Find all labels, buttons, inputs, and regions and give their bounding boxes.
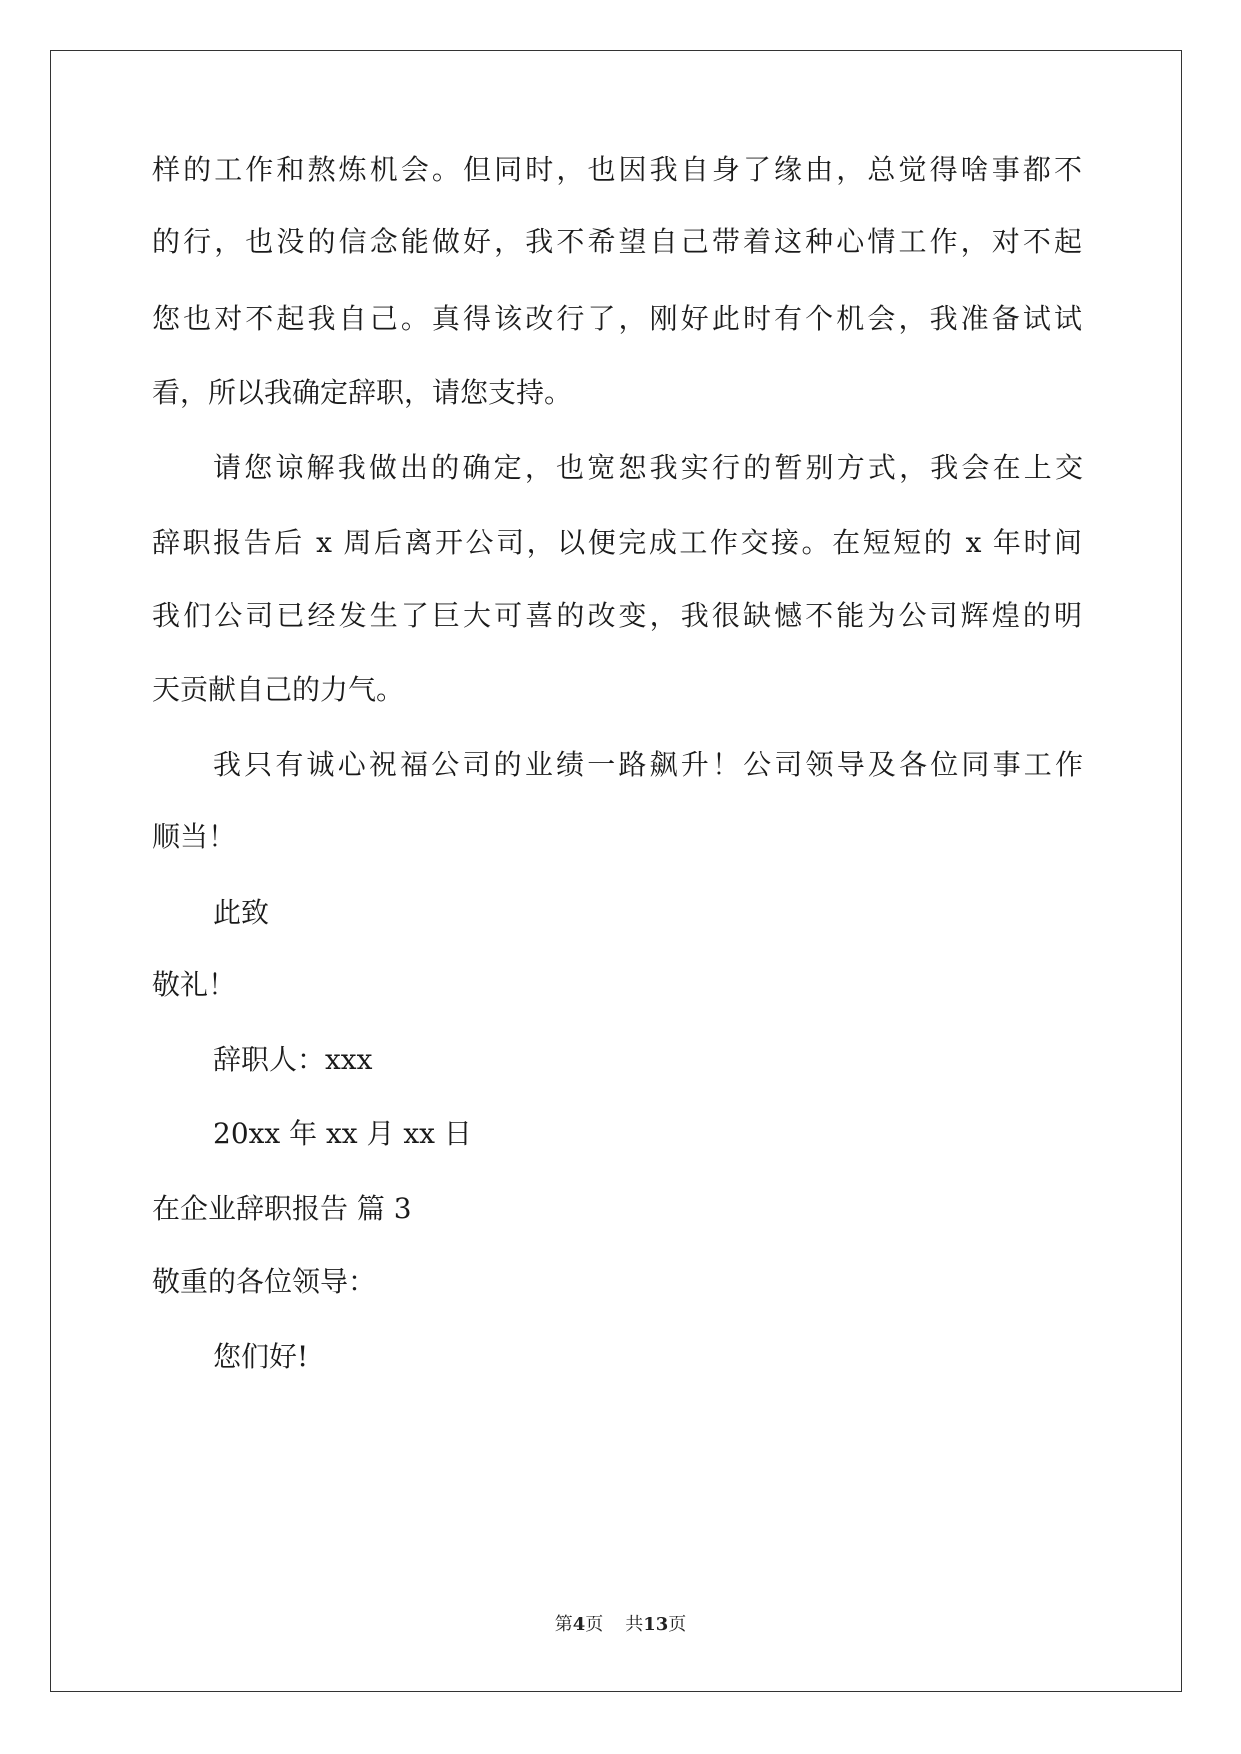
greeting-line: 敬重的各位领导： <box>152 1265 377 1298</box>
body-line: 天贡献自己的力气。 <box>152 673 405 706</box>
page-border <box>50 50 1182 1692</box>
paragraph-start-line: 我只有诚心祝福公司的业绩一路飙升！公司领导及各位同事工作 <box>213 748 1083 781</box>
page-number: 4 <box>572 1614 586 1635</box>
section-heading: 在企业辞职报告 篇 3 <box>152 1192 412 1225</box>
total-suffix: 页 <box>668 1614 687 1635</box>
closing-regards: 敬礼！ <box>152 968 237 1001</box>
page-footer <box>0 1613 1241 1637</box>
paragraph-start-line: 请您谅解我做出的确定，也宽恕我实行的暂别方式，我会在上交 <box>213 451 1083 484</box>
date-line: 20xx 年 xx 月 xx 日 <box>213 1117 472 1150</box>
page-suffix: 页 <box>585 1614 604 1635</box>
greeting-line: 您们好! <box>213 1340 309 1373</box>
signature-line: 辞职人：xxx <box>213 1043 373 1076</box>
body-line: 看，所以我确定辞职，请您支持。 <box>152 376 573 409</box>
body-line: 您也对不起我自己。真得该改行了，刚好此时有个机会，我准备试试 <box>152 302 1082 335</box>
total-pages: 13 <box>643 1614 669 1635</box>
body-line: 的行，也没的信念能做好，我不希望自己带着这种心情工作，对不起 <box>152 225 1082 258</box>
body-line: 顺当！ <box>152 820 237 853</box>
closing-salutation: 此致 <box>213 896 270 929</box>
body-line: 样的工作和熬炼机会。但同时，也因我自身了缘由，总觉得啥事都不 <box>152 153 1082 186</box>
page-prefix: 第 <box>554 1614 573 1635</box>
body-line: 辞职报告后 x 周后离开公司，以便完成工作交接。在短短的 x 年时间 <box>152 526 1082 559</box>
total-prefix: 共 <box>625 1614 644 1635</box>
body-line: 我们公司已经发生了巨大可喜的改变，我很缺憾不能为公司辉煌的明 <box>152 599 1082 632</box>
